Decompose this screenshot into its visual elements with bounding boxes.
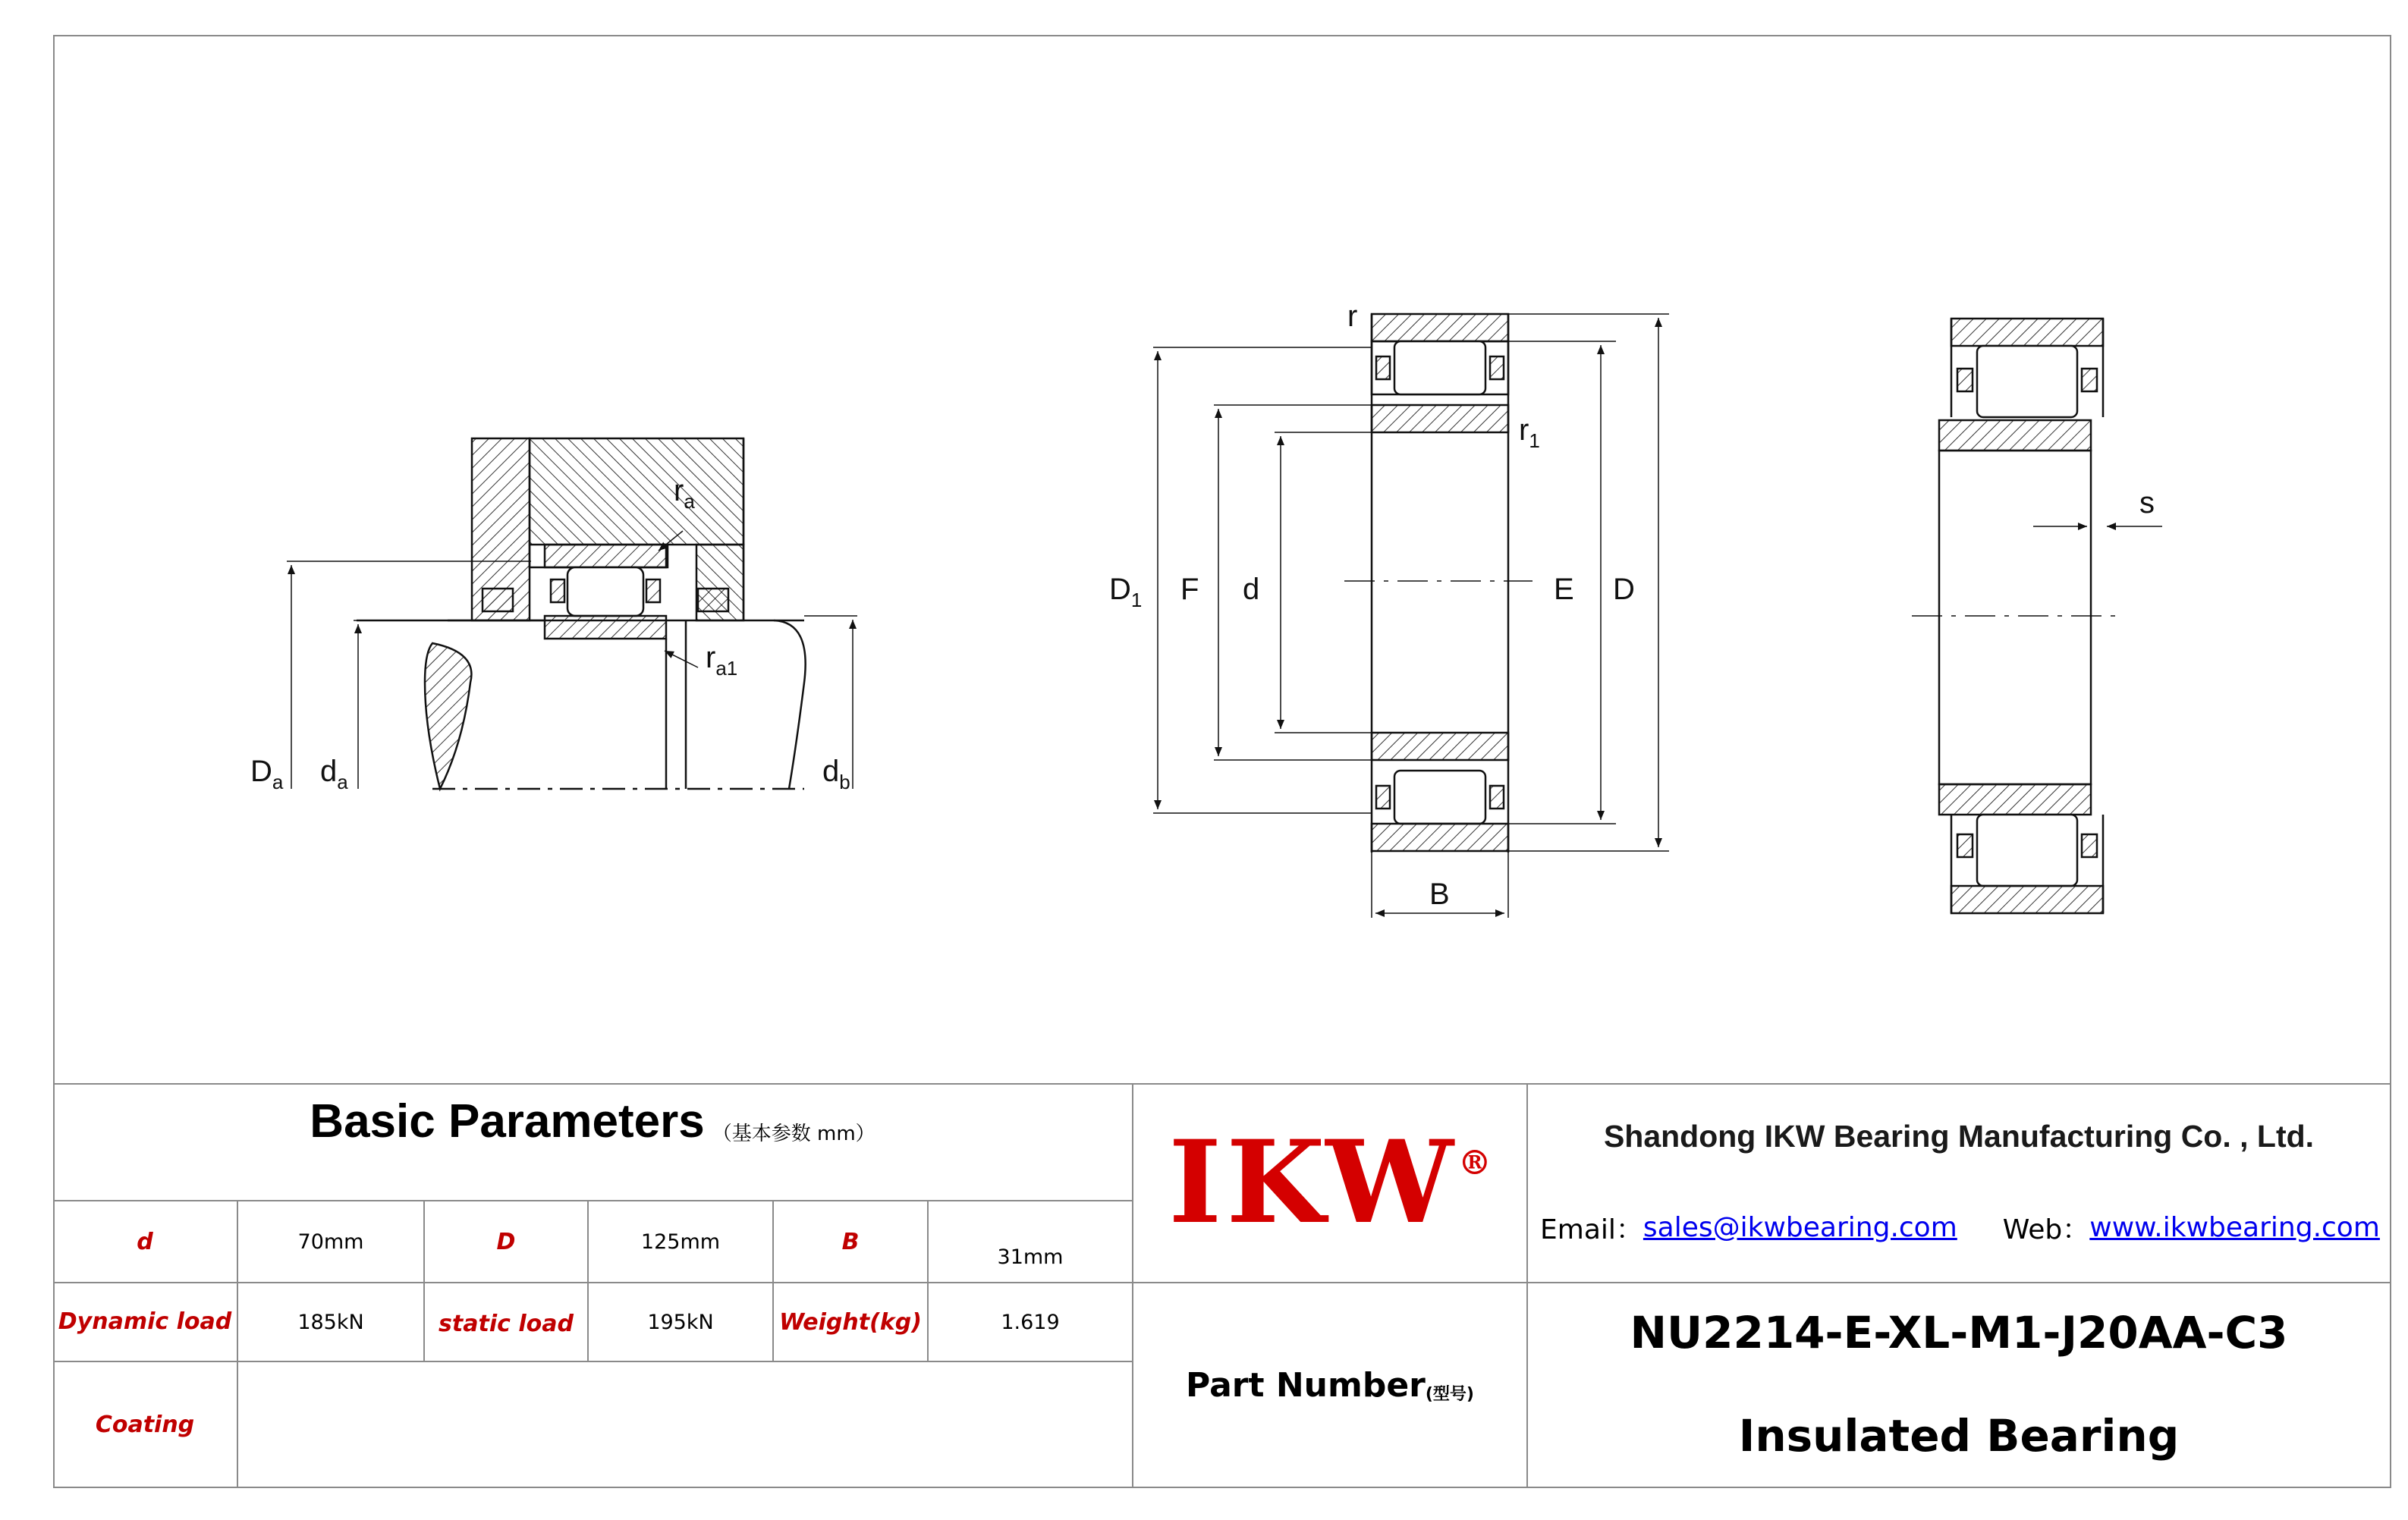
basic-parameters-title: Basic Parameters xyxy=(310,1094,705,1148)
email-label: Email： xyxy=(1540,1214,1643,1245)
email-link[interactable]: sales@ikwbearing.com xyxy=(1643,1211,1957,1243)
web-label: Web： xyxy=(2002,1214,2090,1245)
load-value-weight: 1.619 xyxy=(1001,1310,1060,1334)
label-d: d xyxy=(1243,573,1260,606)
coating-value xyxy=(238,1362,1132,1487)
bearing-type: Insulated Bearing xyxy=(1738,1410,2180,1462)
label-s: s xyxy=(2139,486,2155,520)
label-F: F xyxy=(1180,573,1199,606)
load-label-static: static load xyxy=(439,1310,574,1337)
label-D: D xyxy=(1613,573,1635,606)
param-value-B: 31mm xyxy=(997,1245,1064,1269)
basic-parameters-unit: （基本参数 mm） xyxy=(712,1122,875,1145)
section-view xyxy=(1153,314,1669,918)
load-label-weight: Weight(kg) xyxy=(779,1308,922,1336)
label-db: $d_b$ xyxy=(822,755,850,793)
label-B: B xyxy=(1429,878,1450,911)
param-label-d: d xyxy=(137,1228,153,1255)
label-r: r xyxy=(1347,300,1358,333)
basic-parameters-heading xyxy=(53,1083,1132,1159)
registered-mark: ® xyxy=(1457,1144,1492,1182)
web-link[interactable]: www.ikwbearing.com xyxy=(2089,1211,2380,1243)
contact-line xyxy=(1540,1189,2390,1265)
insulated-view xyxy=(1912,319,2162,913)
title-block xyxy=(53,1083,2391,1488)
param-label-D: D xyxy=(496,1228,516,1255)
label-ra: $r_a$ xyxy=(674,474,695,513)
label-ra1: $r_{a1}$ xyxy=(706,641,738,680)
part-number-label-sub: (型号) xyxy=(1425,1384,1474,1404)
part-number: NU2214-E-XL-M1-J20AA-C3 xyxy=(1630,1307,2288,1358)
label-Da: $D_a$ xyxy=(250,755,284,793)
param-label-B: B xyxy=(841,1228,860,1255)
part-number-label: Part Number (型号) xyxy=(1186,1365,1474,1405)
company-name: Shandong IKW Bearing Manufacturing Co. , Ltd. xyxy=(1603,1118,2315,1154)
load-label-dynamic: Dynamic load xyxy=(58,1308,232,1335)
label-da: $d_a$ xyxy=(320,755,348,793)
param-value-D: 125mm xyxy=(640,1230,721,1254)
ikw-logo xyxy=(1133,1083,1526,1282)
load-value-static: 195kN xyxy=(647,1310,714,1334)
label-r1: $r_1$ xyxy=(1519,413,1540,452)
load-value-dynamic: 185kN xyxy=(297,1310,364,1334)
label-D1: $D_1$ xyxy=(1109,573,1143,611)
param-value-d: 70mm xyxy=(297,1230,364,1254)
logo-text: IKW xyxy=(1168,1116,1458,1249)
label-E: E xyxy=(1554,573,1574,606)
coating-label: Coating xyxy=(95,1411,195,1438)
mounting-view xyxy=(287,438,857,789)
